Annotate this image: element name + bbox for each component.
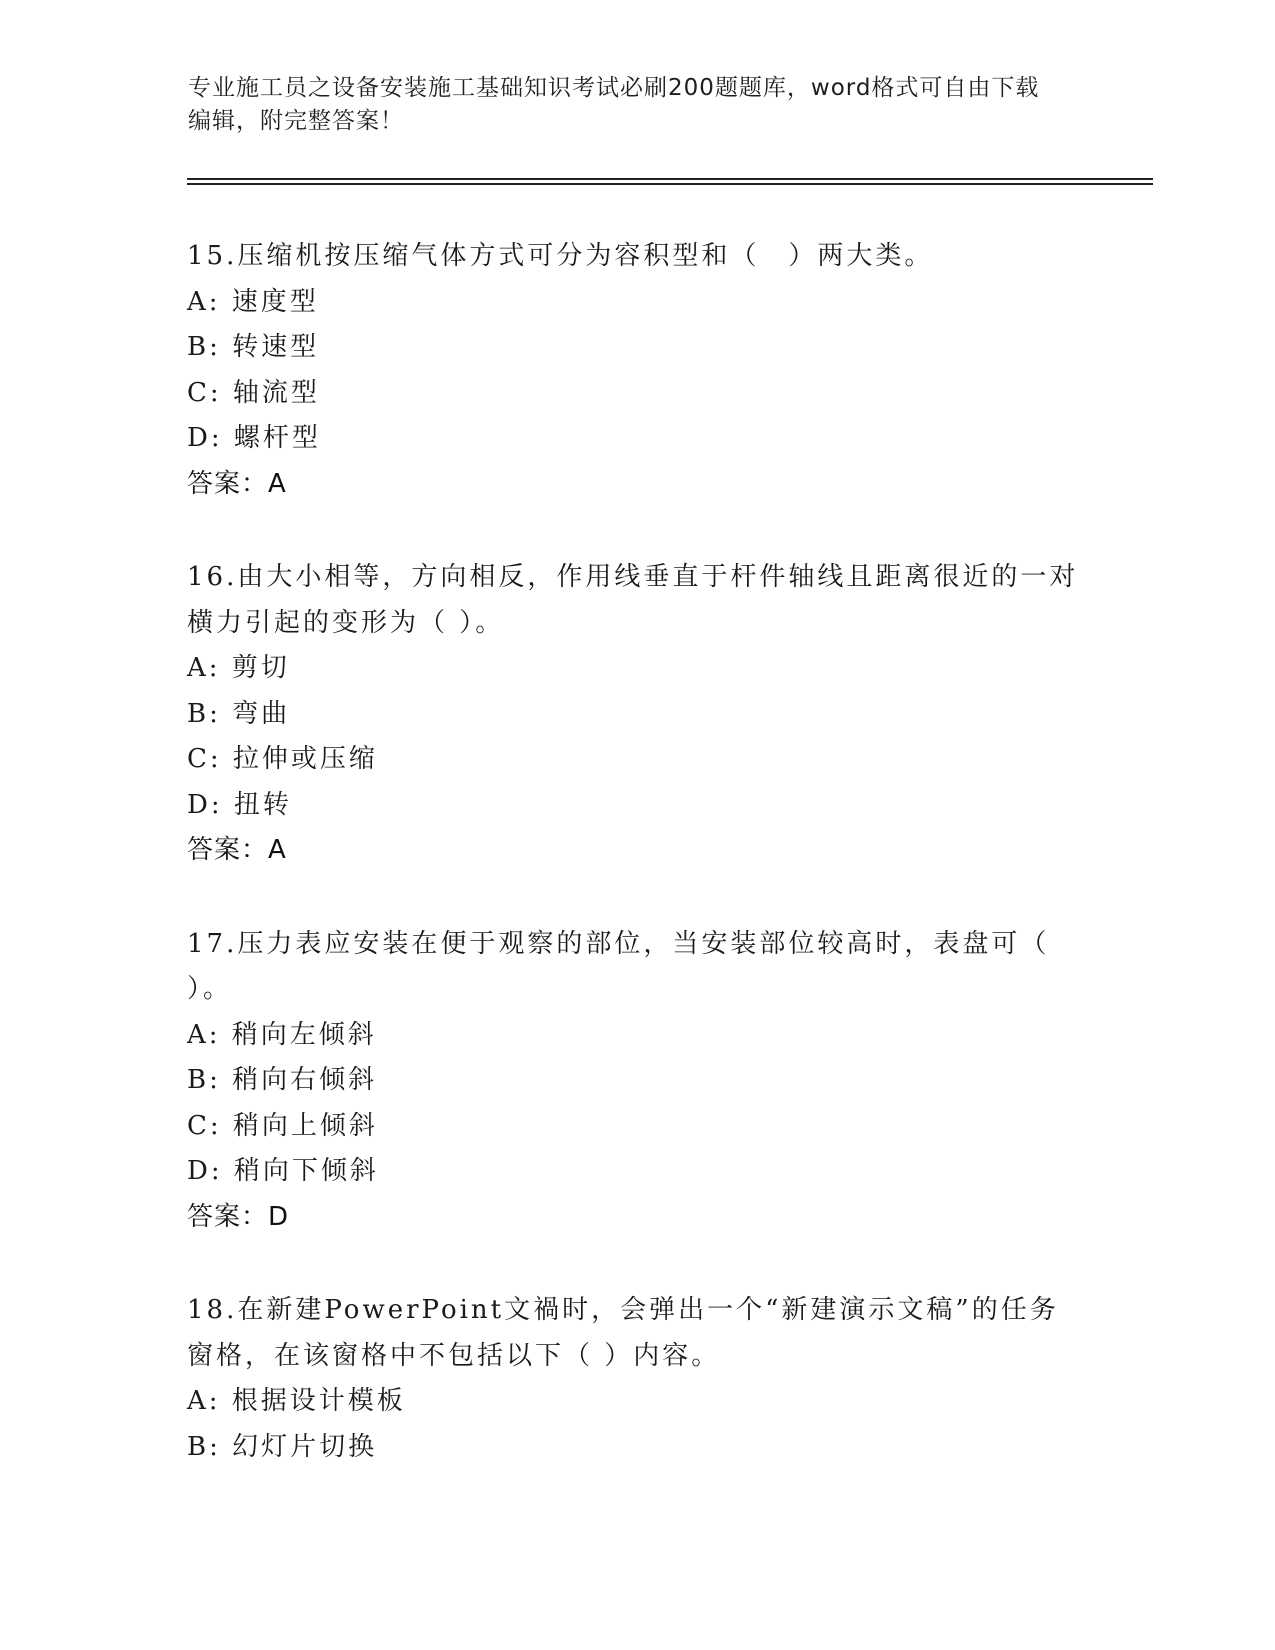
option-a: A: 速度型: [187, 286, 319, 317]
document-header: [188, 72, 1088, 138]
option-b: B: 稍向右倾斜: [187, 1065, 378, 1095]
option-a: A: 根据设计模板: [187, 1386, 406, 1416]
header-line-1: 专业施工员之设备安装施工基础知识考试必刷200题题库，word格式可自由下载: [188, 75, 1040, 101]
question-stem-continued: 横力引起的变形为（ ）。: [187, 607, 505, 638]
question-list: [187, 234, 1087, 1518]
option-c: C: 稍向上倾斜: [187, 1110, 378, 1141]
answer: 答案：A: [187, 468, 287, 499]
option-c: C: 轴流型: [187, 377, 320, 408]
question-stem: 17.压力表应安装在便于观察的部位，当安装部位较高时，表盘可（: [187, 928, 1050, 959]
question-stem: 16.由大小相等，方向相反，作用线垂直于杆件轴线且距离很近的一对: [187, 562, 1079, 592]
option-b: B: 幻灯片切换: [187, 1431, 378, 1462]
option-c: C: 拉伸或压缩: [187, 744, 378, 774]
question-17: [187, 922, 1087, 1241]
question-16: [187, 555, 1087, 874]
option-a: A: 剪切: [187, 653, 290, 683]
question-15: [187, 234, 1087, 507]
header-line-2: 编辑，附完整答案！: [188, 108, 404, 134]
question-stem: 18.在新建PowerPoint文禍时，会弹出一个“新建演示文稿”的任务: [187, 1295, 1059, 1325]
option-a: A: 稍向左倾斜: [187, 1019, 377, 1050]
answer: 答案：D: [187, 1201, 290, 1232]
header-divider-bottom: [187, 183, 1153, 185]
option-b: B: 转速型: [187, 332, 320, 362]
header-divider-top: [187, 178, 1153, 180]
question-stem: 15.压缩机按压缩气体方式可分为容积型和（ ）两大类。: [187, 241, 934, 271]
question-stem-continued: ）。: [187, 974, 233, 1004]
option-b: B: 弯曲: [187, 698, 291, 729]
option-d: D: 稍向下倾斜: [187, 1156, 379, 1186]
option-d: D: 扭转: [187, 789, 292, 820]
question-stem-continued: 窗格，在该窗格中不包括以下（ ）内容。: [187, 1340, 721, 1371]
question-18: [187, 1288, 1087, 1470]
option-d: D: 螺杆型: [187, 423, 321, 453]
answer: 答案：A: [187, 835, 287, 865]
